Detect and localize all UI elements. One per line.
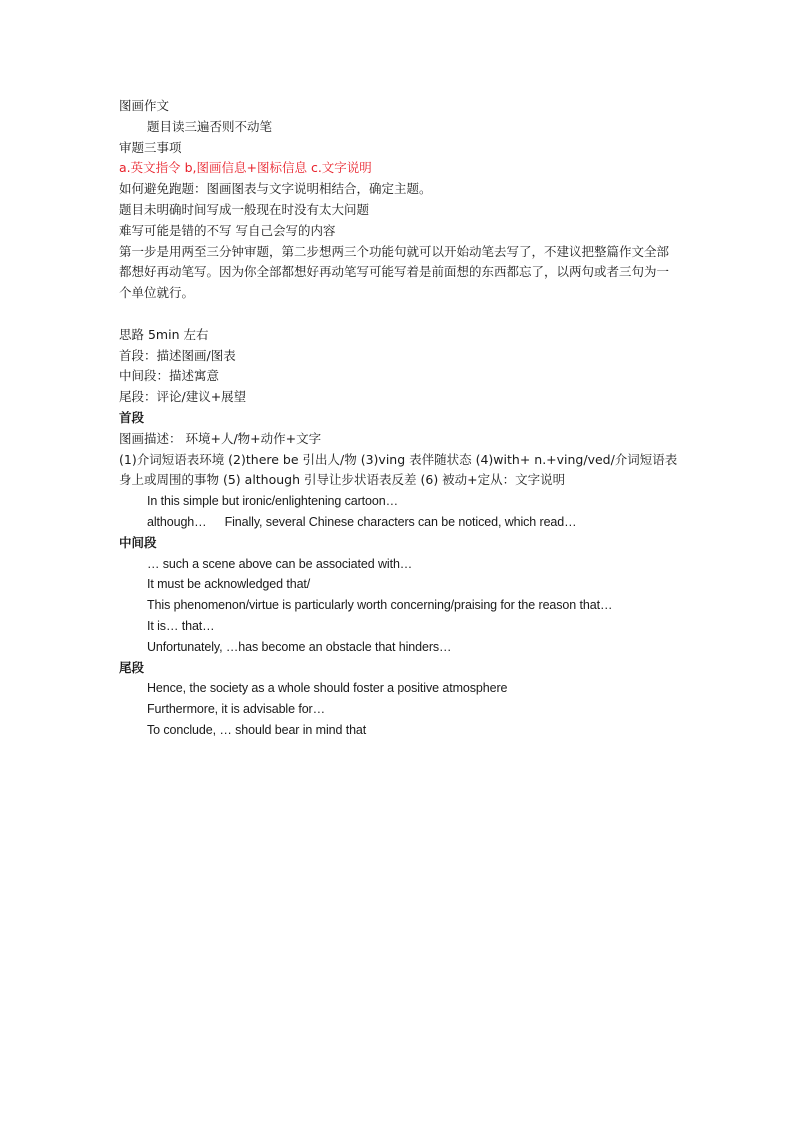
sentence-patterns: (1)介词短语表环境 (2)there be 引出人/物 (3)ving 表伴随状态 (4)with+ n.+ving/ved/介词短语表身上或周围的事物 (5) although 引导让步状语表反差 (6) 被动+定从：文字说明 xyxy=(119,451,678,488)
avoid-off-topic: 如何避免跑题：图画图表与文字说明相结合，确定主题。 xyxy=(119,181,432,197)
doc-title: 图画作文 xyxy=(119,98,170,113)
para-2-outline: 中间段：描述寓意 xyxy=(119,368,220,384)
first-example-2 xyxy=(119,512,679,533)
last-example: To conclude, … should bear in mind that xyxy=(147,722,367,737)
first-example-1: In this simple but ironic/enlightening cartoon… xyxy=(147,494,398,509)
steps-paragraph: 第一步是用两至三分钟审题，第二步想两三个功能句就可以开始动笔去写了，不建议把整篇作文全部都想好再动笔写。因为你全部都想好再动笔写可能写着是前面想的东西都忘了，以两句或者三句为一个单位就行。 xyxy=(119,243,670,301)
first-paragraph-heading: 首段 xyxy=(119,409,145,425)
review-items: a.英文指令 b,图画信息+图标信息 c.文字说明 xyxy=(119,160,372,176)
hard-to-write: 难写可能是错的不写 写自己会写的内容 xyxy=(119,222,336,238)
spacer xyxy=(119,304,679,325)
last-example: Furthermore, it is advisable for… xyxy=(147,702,326,717)
idea-time: 思路 5min 左右 xyxy=(119,326,209,342)
tip-line: 题目读三遍否则不动笔 xyxy=(147,118,273,134)
middle-example: Unfortunately, …has become an obstacle that hinders… xyxy=(147,639,452,654)
para-1-outline: 首段：描述图画/图表 xyxy=(119,347,236,363)
middle-example: It is… that… xyxy=(147,618,215,633)
middle-example: … such a scene above can be associated with… xyxy=(147,556,413,571)
para-3-outline: 尾段：评论/建议+展望 xyxy=(119,389,247,405)
first-example-2a: although… xyxy=(147,514,207,529)
review-heading: 审题三事项 xyxy=(119,139,182,155)
middle-paragraph-heading: 中间段 xyxy=(119,534,157,550)
document-page xyxy=(119,96,679,741)
tense-note: 题目未明确时间写成一般现在时没有太大问题 xyxy=(119,201,370,217)
middle-example: It must be acknowledged that/ xyxy=(147,577,311,592)
last-example: Hence, the society as a whole should foster a positive atmosphere xyxy=(147,681,508,696)
last-paragraph-heading: 尾段 xyxy=(119,659,145,675)
middle-example: This phenomenon/virtue is particularly worth concerning/praising for the reason that… xyxy=(147,598,613,613)
first-example-2b: Finally, several Chinese characters can be noticed, which read… xyxy=(224,514,577,529)
picture-description: 图画描述： 环境+人/物+动作+文字 xyxy=(119,430,322,446)
